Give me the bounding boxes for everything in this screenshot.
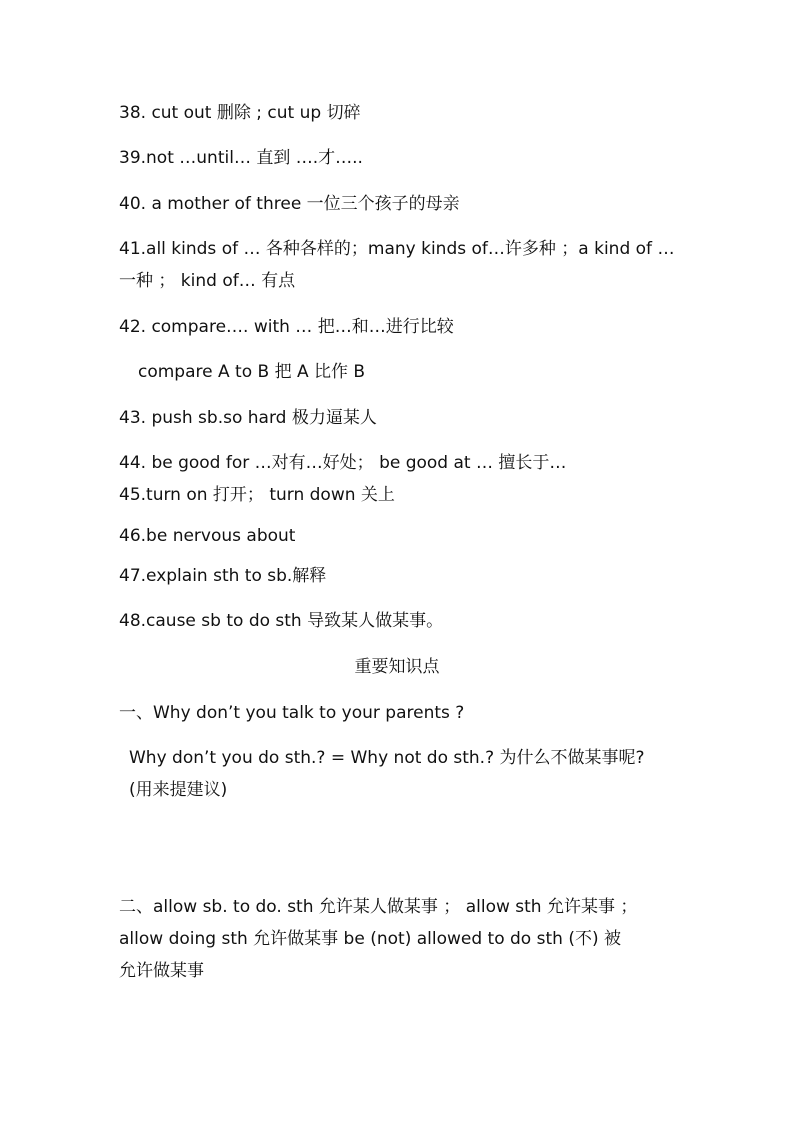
line-44: 44. be good for …对有…好处； be good at … 擅长于… xyxy=(119,453,567,473)
section-one-body-1: Why don’t you do sth.? = Why not do sth.? 为什么不做某事呢? xyxy=(129,748,645,768)
line-43: 43. push sb.so hard 极力逼某人 xyxy=(119,408,377,428)
line-38: 38. cut out 删除 ; cut up 切碎 xyxy=(119,103,361,123)
line-45: 45.turn on 打开； turn down 关上 xyxy=(119,485,395,505)
section-two-line-3: 允许做某事 xyxy=(119,961,204,981)
line-40: 40. a mother of three 一位三个孩子的母亲 xyxy=(119,194,460,214)
section-one-body-2: (用来提建议) xyxy=(129,780,228,800)
line-47: 47.explain sth to sb.解释 xyxy=(119,566,327,586)
section-one-title: 一、Why don’t you talk to your parents ? xyxy=(119,703,465,723)
line-46: 46.be nervous about xyxy=(119,526,296,546)
line-48: 48.cause sb to do sth 导致某人做某事。 xyxy=(119,611,444,631)
section-two-line-1: 二、allow sb. to do. sth 允许某人做某事 ； allow sth 允许某事 ； xyxy=(119,897,638,917)
line-41-cont: 一种 ； kind of… 有点 xyxy=(119,271,296,291)
line-39: 39.not …until… 直到 ….才….. xyxy=(119,148,363,168)
line-42-cont: compare A to B 把 A 比作 B xyxy=(138,362,366,382)
section-two-line-2: allow doing sth 允许做某事 be (not) allowed to do sth (不) 被 xyxy=(119,929,621,949)
section-title: 重要知识点 xyxy=(354,657,440,677)
line-42: 42. compare…. with … 把…和…进行比较 xyxy=(119,317,454,337)
line-41: 41.all kinds of … 各种各样的；many kinds of…许多种 ；a kind of … xyxy=(119,239,675,259)
